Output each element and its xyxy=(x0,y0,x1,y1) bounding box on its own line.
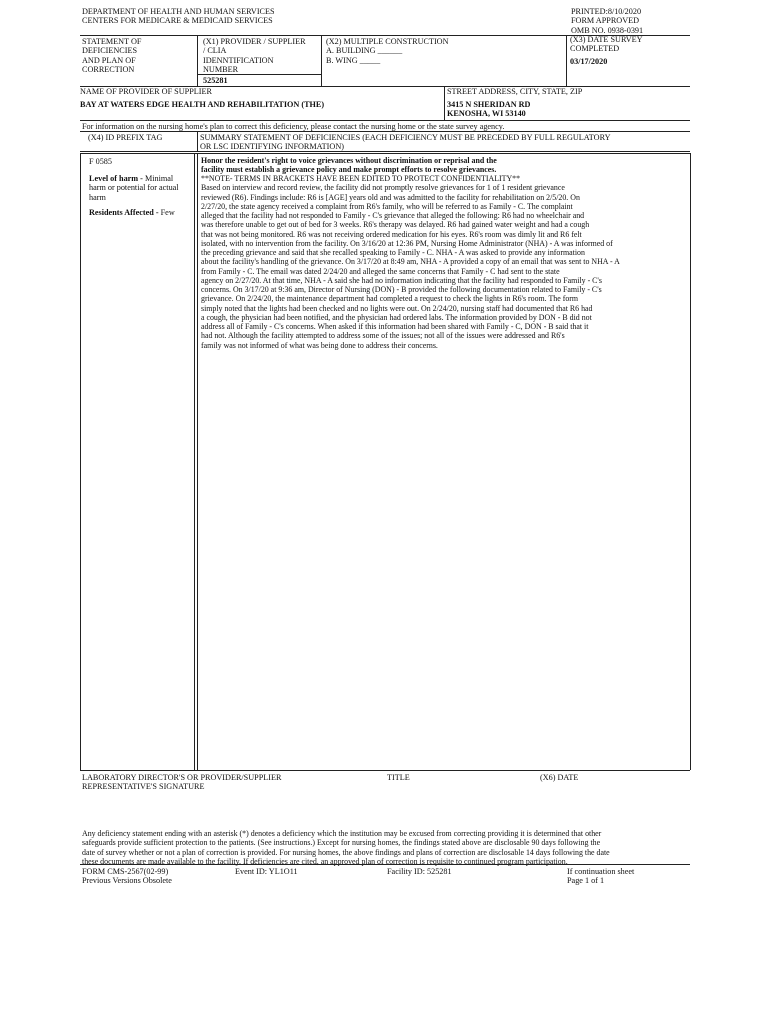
level-of-harm xyxy=(89,174,191,202)
agency-name xyxy=(82,7,275,26)
form-info xyxy=(571,7,643,35)
deficiency-body: **NOTE- TERMS IN BRACKETS HAVE BEEN EDITED TO PROTECT CONFIDENTIALITY** Based on interview and record review, the facility did not promptly resolve grievances for 1 of 1 resident grievance reviewed (R6). Findings include: R6 is [AGE] years old and was admitted to the facility for rehabilitation on 2/5/20. On 2/27/20, the state agency received a complaint from R6's family, who will be referred to as Family - C. The complaint alleged that the facility had not responded to Family - C's grievance that alleged the following: R6 had no wheelchair and was therefore unable to get out of bed for 3 weeks. R6's therapy was delayed. R6 had gained water weight and had a cough that was not being monitored. R6 was not receiving ordered medication for his eyes. R6's room was dimly lit and R6 felt isolated, with no intervention from the facility. On 3/16/20 at 12:36 PM, Nursing Home Administrator (NHA) - A was informed of the preceding grievance and said that she recalled speaking to Family - C. NHA - A was asked to provide any information about the facility's handling of the grievance. On 3/17/20 at 8:49 am, NHA - A provided a copy of an email that was sent to NHA - A from Family - C. The email was dated 2/24/20 and alleged the same concerns that Family - C had sent to the state agency on 2/27/20. At that time, NHA - A said she had no information indicating that the facility had responded to Family - C's concerns. On 3/17/20 at 9:36 am, Director of Nursing (DON) - B provided the following documentation related to Family - C's grievance. On 2/24/20, the maintenance department had completed a request to check the lights in R6's room. The form simply noted that the lights had been checked and no lights were out. On 2/24/20, nursing staff had documented that R6 had a cough, the physician had been notified, and the physician had ordered labs. The information provided by DON - B did not address all of Family - C's concerns. When asked if this information had been shared with Family - C, DON - B said that it had not. Although the facility attempted to address some of the issues; not all of the issues were addressed and R6's family was not informed of what was being done to address their concerns. xyxy=(201,174,620,350)
residents-affected xyxy=(89,208,193,217)
info-top-border xyxy=(80,120,690,121)
top-grid-divider-3 xyxy=(566,35,567,86)
page-number: Page 1 of 1 xyxy=(567,876,605,886)
continuation-sheet: If continuation sheet xyxy=(567,867,635,876)
previous-versions: Previous Versions Obsolete xyxy=(82,876,172,886)
continuation-info xyxy=(567,867,634,886)
omb-number: OMB NO. 0938-0391 xyxy=(571,25,644,35)
address-line-1: 3415 N SHERIDAN RD xyxy=(447,100,531,109)
summary-statement-label: SUMMARY STATEMENT OF DEFICIENCIES (EACH DEFICIENCY MUST BE PRECEDED BY FULL REGULATORY OR LSC IDENTIFYING INFORMATION) xyxy=(200,133,611,152)
contact-info-line: For information on the nursing home's plan to correct this deficiency, please contact the nursing home or the state survey agency. xyxy=(82,122,505,131)
address-line-2: KENOSHA, WI 53140 xyxy=(447,109,526,118)
x2-building: A. BUILDING ______ xyxy=(326,46,403,56)
body-right-border xyxy=(690,153,691,770)
event-id: Event ID: YL1O11 xyxy=(235,867,298,876)
deficiency-heading: Honor the resident's right to voice grievances without discrimination or reprisal and the facility must establish a grievance policy and make prompt efforts to resolve grievances. xyxy=(201,156,497,175)
deficiency-tag: F 0585 xyxy=(89,157,112,166)
x2-construction xyxy=(326,37,449,65)
residents-label: Residents Affected - xyxy=(89,208,161,217)
x2-wing: B. WING _____ xyxy=(326,55,381,65)
provider-divider xyxy=(444,86,445,120)
form-approved: FORM APPROVED xyxy=(571,16,640,26)
body-tag-divider-left xyxy=(194,153,195,770)
column-header-top-border xyxy=(80,131,690,132)
address-label: STREET ADDRESS, CITY, STATE, ZIP xyxy=(447,87,583,96)
form-identification xyxy=(82,867,172,886)
agency-line-1: DEPARTMENT OF HEALTH AND HUMAN SERVICES xyxy=(82,7,275,16)
disclaimer-text: Any deficiency statement ending with an asterisk (*) denotes a deficiency which the institution may be excused from correcting providing it is determined that other safeguards provide sufficient protection to the patients. (See instructions.) Except for nursing homes, the findings stated above are disclosable 90 days following the date of survey whether or not a plan of correction is provided. For nursing homes, the above findings and plans of correction are disclosable 14 days following the date these documents are made available to the facility. If deficiencies are cited, an approved plan of correction is requisite to continued program participation. xyxy=(82,829,610,866)
body-bottom-border xyxy=(80,770,690,771)
x1-provider-number: 525281 xyxy=(203,76,228,85)
top-grid-divider-2 xyxy=(321,35,322,86)
harm-label: Level of harm - xyxy=(89,174,145,183)
facility-id: Facility ID: 525281 xyxy=(387,867,452,876)
body-top-border xyxy=(80,153,690,154)
x1-provider-label: (X1) PROVIDER / SUPPLIER / CLIA IDENNTIFICATION NUMBER xyxy=(203,37,306,75)
x4-id-prefix-label: (X4) ID PREFIX TAG xyxy=(88,133,163,142)
x3-date-value: 03/17/2020 xyxy=(570,57,608,66)
residents-value: Few xyxy=(160,208,175,217)
provider-name-label: NAME OF PROVIDER OF SUPPLIER xyxy=(80,87,212,96)
title-label: TITLE xyxy=(387,773,410,782)
column-header-divider xyxy=(197,131,198,151)
footer-rule xyxy=(80,864,690,865)
statement-label: STATEMENT OF DEFICIENCIES AND PLAN OF CORRECTION xyxy=(82,37,142,75)
provider-name: BAY AT WATERS EDGE HEALTH AND REHABILITATION (THE) xyxy=(80,100,325,109)
agency-line-2: CENTERS FOR MEDICARE & MEDICAID SERVICES xyxy=(82,16,273,26)
x3-date-label: (X3) DATE SURVEY COMPLETED xyxy=(570,35,643,54)
top-grid-divider-1 xyxy=(197,35,198,86)
director-signature-label: LABORATORY DIRECTOR'S OR PROVIDER/SUPPLIER REPRESENTATIVE'S SIGNATURE xyxy=(82,773,282,792)
body-tag-divider-right xyxy=(197,153,198,770)
printed-date: PRINTED:8/10/2020 xyxy=(571,7,642,16)
harm-value: Minimal harm or potential for actual harm xyxy=(89,174,179,202)
column-header-bottom-border xyxy=(80,151,690,152)
body-left-border xyxy=(80,153,81,770)
x6-date-label: (X6) DATE xyxy=(540,773,579,782)
x2-label: (X2) MULTIPLE CONSTRUCTION xyxy=(326,37,449,46)
form-id: FORM CMS-2567(02-99) xyxy=(82,867,169,876)
